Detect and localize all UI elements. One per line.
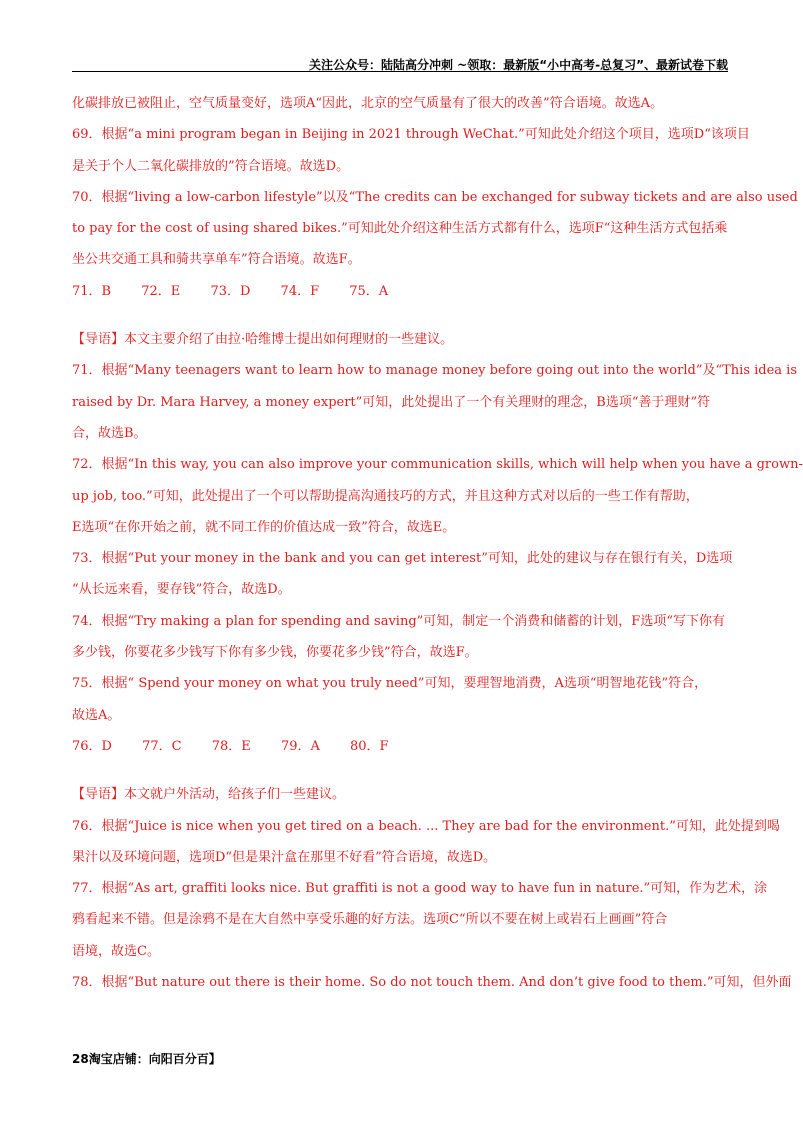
text-line: 化碳排放已被阻止，空气质量变好，选项A“因此，北京的空气质量有了很大的改善”符合语境。故选A。 [72, 96, 664, 111]
text-line: 70．根据“living a low-carbon lifestyle”以及“The credits can be exchanged for subway tickets and are also used [72, 189, 798, 205]
answer-item: 79．A [280, 738, 320, 754]
text-line: 73．根据“Put your money in the bank and you can get interest”可知，此处的建议与存在银行有关，D选项 [72, 551, 733, 567]
answer-item: 74．F [280, 283, 320, 299]
text-line: 鸦看起来不错。但是涂鸦不是在大自然中享受乐趣的好方法。选项C“所以不要在树上或岩石上画画”符合 [72, 912, 668, 928]
page-header: 关注公众号：陆陆高分冲刺 ~领取：最新版“小中高考-总复习”、最新试卷下载 [309, 58, 728, 72]
text-line: 76．根据“Juice is nice when you get tired on a beach. ... They are bad for the environment.”可知，此处提到喝 [72, 818, 780, 834]
text-line: to pay for the cost of using shared bikes.”可知此处介绍这种生活方式都有什么，选项F“这种生活方式包括乘 [72, 221, 728, 237]
answer-key-row [72, 731, 728, 762]
text-line: 78．根据“But nature out there is their home. So do not touch them. And don’t give food to them.”可知，但外面 [72, 975, 792, 991]
text-line: “从长远来看，要存钱”符合，故选D。 [72, 582, 291, 598]
answer-item: 78．E [211, 738, 251, 754]
text-line: 77．根据“As art, graffiti looks nice. But graffiti is not a good way to have fun in nature.”可知，作为艺术，涂 [72, 881, 768, 897]
text-line: up job, too.”可知，此处提出了一个可以帮助提高沟通技巧的方式，并且这种方式对以后的一些工作有帮助， [72, 488, 699, 504]
answer-item: 77．C [142, 738, 182, 754]
text-line: E选项“在你开始之前，就不同工作的价值达成一致”符合，故选E。 [72, 519, 456, 535]
text-line: 75．根据“ Spend your money on what you truly need”可知，要理智地消费，A选项“明智地花钱”符合， [72, 676, 708, 692]
text-line: 72．根据“In this way, you can also improve your communication skills, which will help when you have a grown- [72, 457, 803, 473]
page-footer: 28淘宝店铺：向阳百分百】 [72, 1052, 221, 1066]
text-line: 74．根据“Try making a plan for spending and saving”可知，制定一个消费和储蓄的计划，F选项“写下你有 [72, 613, 725, 629]
answer-item: 75．A [349, 283, 389, 299]
answer-item: 71．B [72, 283, 112, 299]
text-line: 是关于个人二氧化碳排放的”符合语境。故选D。 [72, 158, 350, 174]
text-line: 故选A。 [72, 707, 121, 723]
text-line: 71．根据“Many teenagers want to learn how to manage money before going out into the world”及“This idea is [72, 363, 798, 379]
text-line: 合，故选B。 [72, 425, 147, 441]
text-line: raised by Dr. Mara Harvey, a money expert”可知，此处提出了一个有关理财的理念，B选项“善于理财”符 [72, 394, 711, 410]
text-line: 【导语】本文主要介绍了由拉·哈维博士提出如何理财的一些建议。 [72, 332, 454, 348]
answer-content [72, 88, 803, 998]
answer-item: 73．D [210, 283, 251, 299]
text-line: 语境，故选C。 [72, 943, 160, 959]
answer-item: 80．F [350, 738, 389, 754]
header-rule [72, 71, 728, 72]
text-line: 坐公共交通工具和骑共享单车”符合语境。故选F。 [72, 252, 361, 268]
text-line: 多少钱，你要花多少钱写下你有多少钱，你要花多少钱”符合，故选F。 [72, 645, 478, 661]
answer-key-row [72, 276, 728, 307]
text-line: 果汁以及环境问题，选项D“但是果汁盒在那里不好看”符合语境，故选D。 [72, 849, 497, 865]
answer-item: 76．D [72, 738, 112, 754]
text-line: 【导语】本文就户外活动，给孩子们一些建议。 [72, 787, 346, 803]
answer-item: 72．E [141, 283, 181, 299]
text-line: 69．根据“a mini program began in Beijing in 2021 through WeChat.”可知此处介绍这个项目，选项D“该项目 [72, 127, 750, 143]
